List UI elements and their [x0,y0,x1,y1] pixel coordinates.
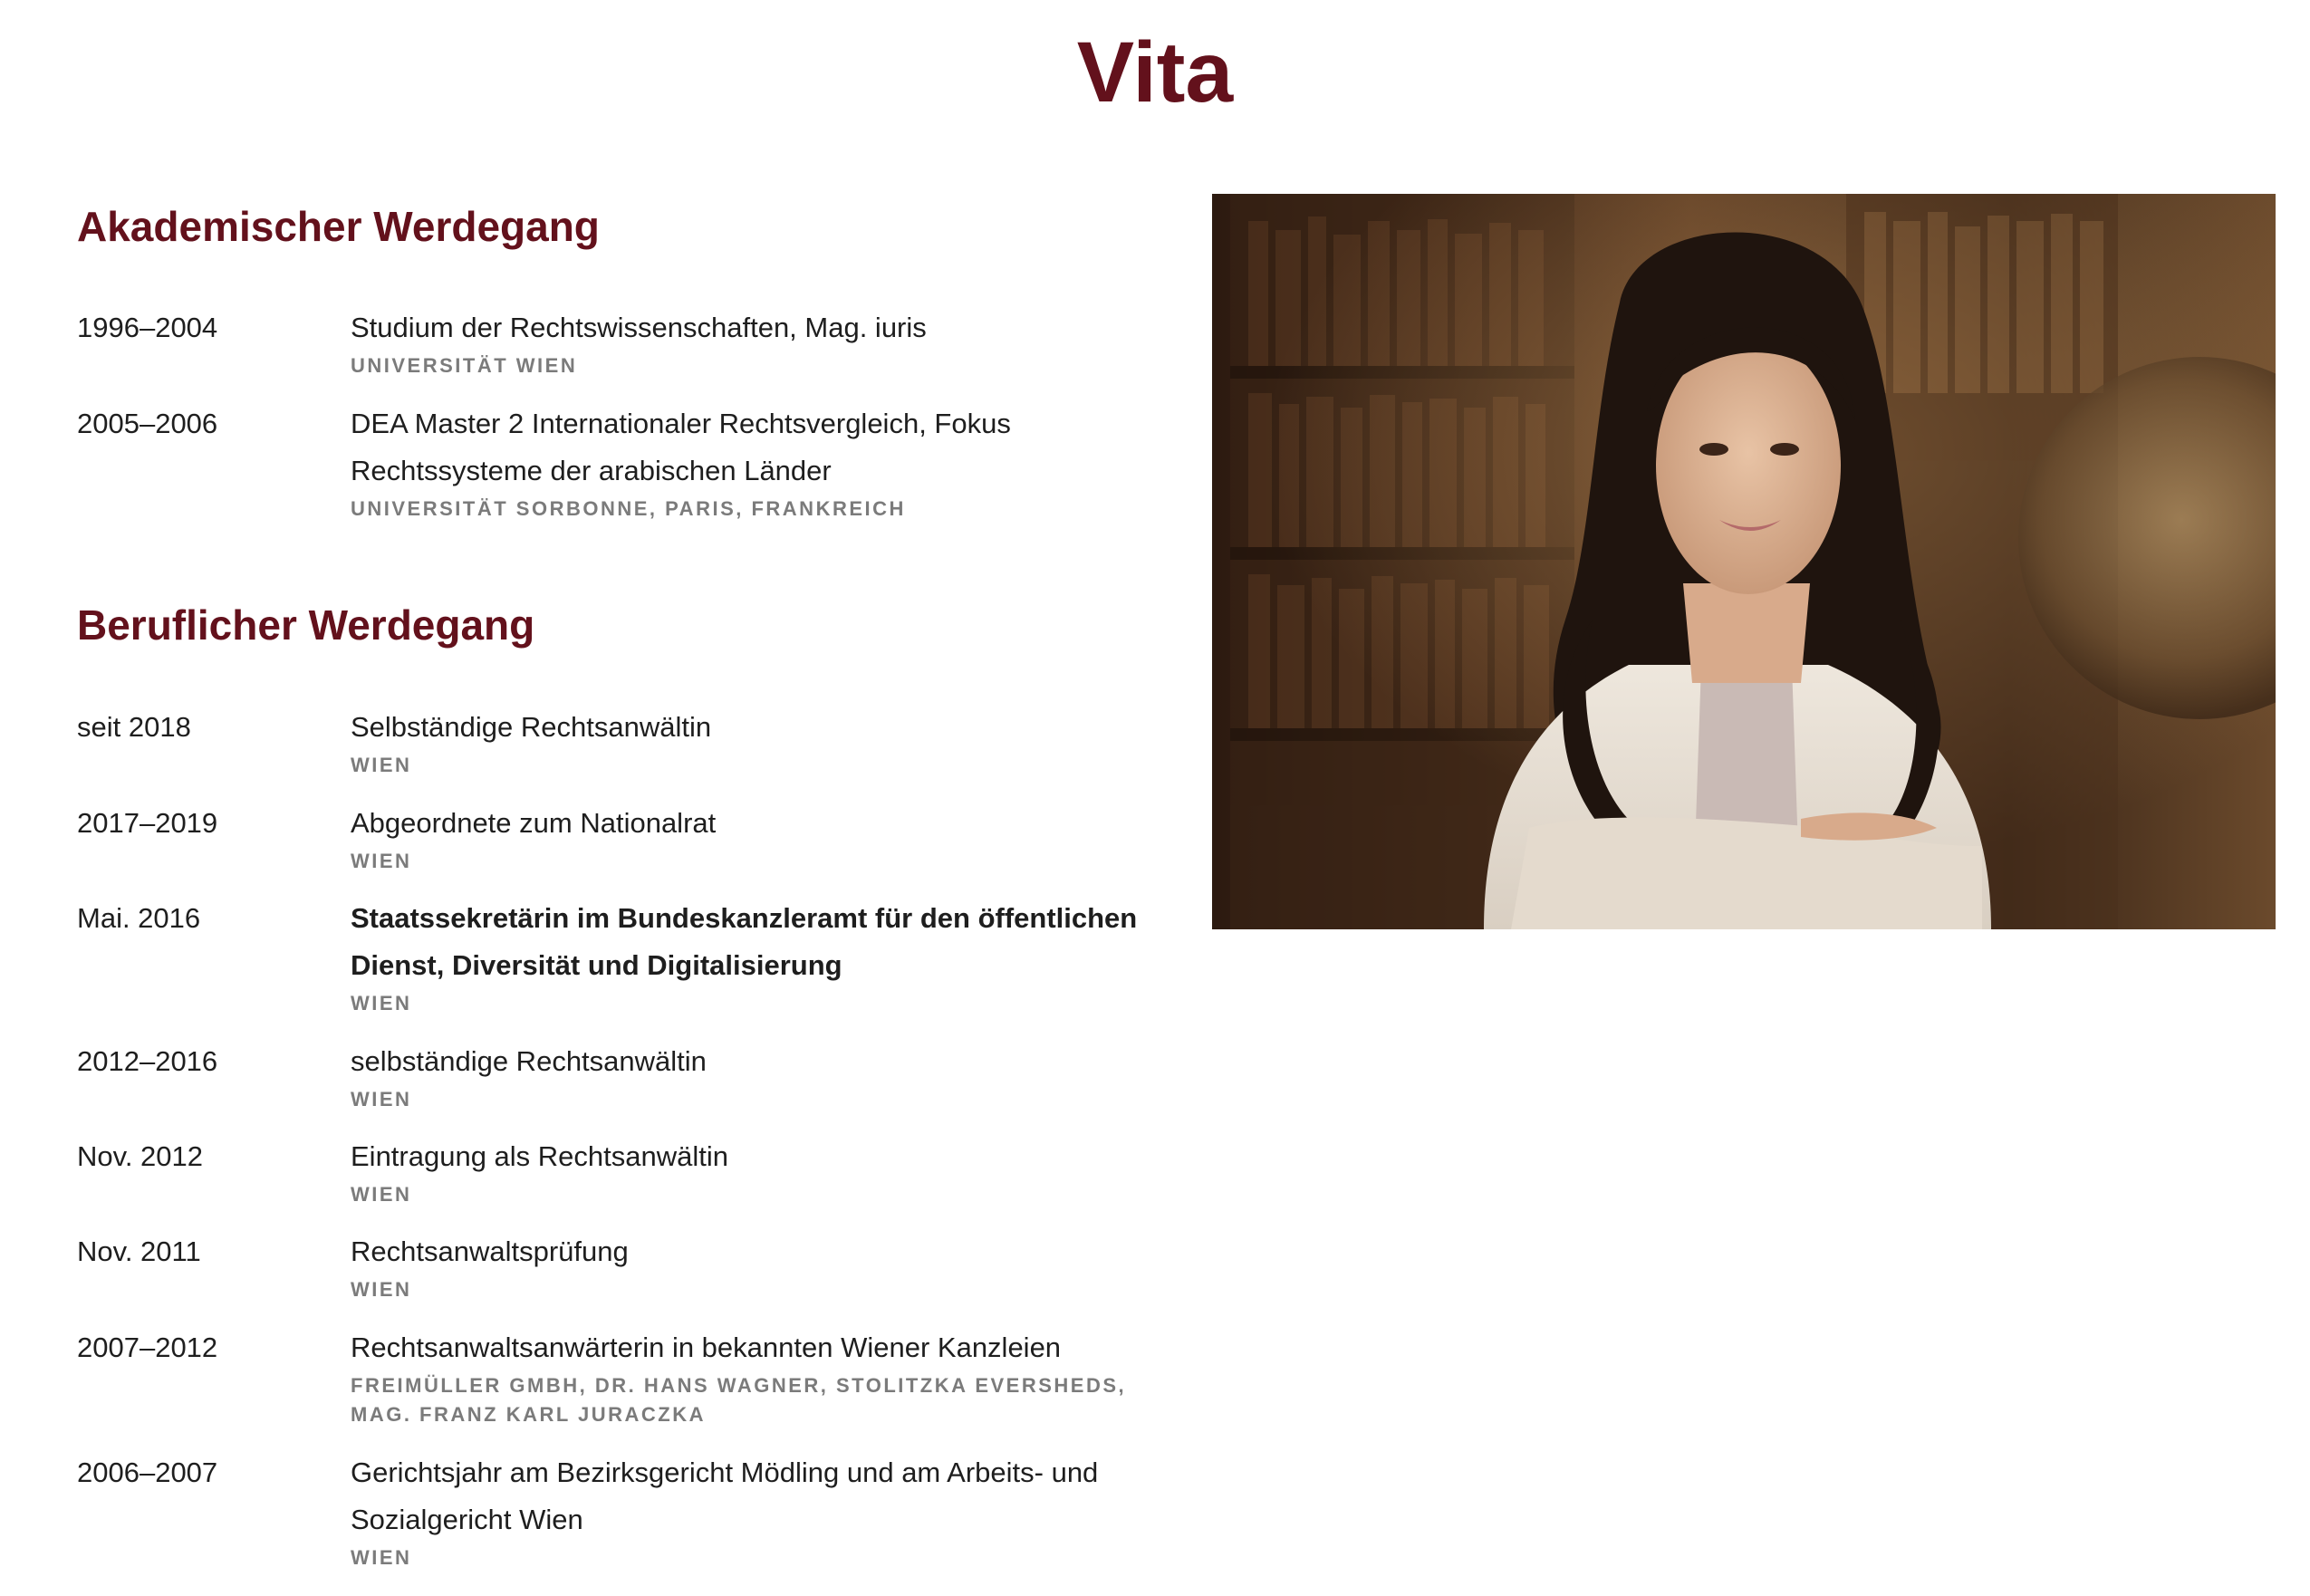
entry-body [351,704,1157,780]
academic-timeline [77,304,1164,524]
entry-date: 2017–2019 [77,807,218,839]
entry-date: 2005–2006 [77,408,218,439]
entry-body [351,800,1157,876]
entry-date: Nov. 2012 [77,1140,204,1172]
portrait-illustration [1212,194,2276,929]
entry-date: 2006–2007 [77,1457,218,1488]
entry-title: Studium der Rechtswissenschaften, Mag. iuris [351,312,927,343]
entry-body [351,1228,1157,1304]
entry-date: Nov. 2011 [77,1235,201,1267]
entry-body [351,304,1157,380]
entry-body [351,1449,1157,1572]
entry-place: WIEN [351,1183,412,1206]
entry-title: Gerichtsjahr am Bezirksgericht Mödling und am Arbeits- und Sozialgericht Wien [351,1457,1099,1535]
timeline-entry [77,895,1164,1038]
timeline-entry [77,1133,1164,1228]
page-title: Vita [1076,24,1234,120]
entry-body [351,400,1157,524]
timeline-entry [77,1038,1164,1133]
entry-body [351,895,1157,1018]
entry-place: WIEN [351,992,412,1014]
timeline-entry [77,1449,1164,1572]
portrait-photo [1212,194,2276,929]
entry-place: FREIMÜLLER GMBH, DR. HANS WAGNER, STOLITZKA EVERSHEDS, MAG. FRANZ KARL JURACZKA [351,1374,1127,1426]
entry-place: WIEN [351,1546,412,1569]
entry-date: 1996–2004 [77,312,218,343]
entry-title: Rechtsanwaltsprüfung [351,1235,629,1267]
entry-title: Selbständige Rechtsanwältin [351,711,712,743]
entry-date: 2012–2016 [77,1045,218,1077]
timeline-entry [77,800,1164,895]
entry-body [351,1038,1157,1114]
entry-date: seit 2018 [77,711,191,743]
entry-title: Abgeordnete zum Nationalrat [351,807,717,839]
entry-place: WIEN [351,850,412,872]
entry-title: DEA Master 2 Internationaler Rechtsvergleich, Fokus Rechtssysteme der arabischen Länder [351,408,1011,486]
timeline-entry [77,400,1164,524]
entry-body [351,1324,1157,1429]
timeline-entry [77,304,1164,400]
academic-heading: Akademischer Werdegang [77,203,600,250]
entry-place: WIEN [351,1278,412,1301]
timeline-entry [77,1228,1164,1324]
entry-title: Staatssekretärin im Bundeskanzleramt für den öffentlichen Dienst, Diversität und Digitalisierung [351,902,1138,981]
entry-title: selbständige Rechtsanwältin [351,1045,707,1077]
entry-place: WIEN [351,754,412,776]
entry-title: Eintragung als Rechtsanwältin [351,1140,729,1172]
professional-heading: Beruflicher Werdegang [77,601,535,649]
entry-place: UNIVERSITÄT SORBONNE, PARIS, FRANKREICH [351,497,906,520]
entry-place: UNIVERSITÄT WIEN [351,354,578,377]
timeline-entry [77,704,1164,800]
entry-date: Mai. 2016 [77,902,201,934]
entry-date: 2007–2012 [77,1332,218,1363]
entry-body [351,1133,1157,1209]
professional-timeline [77,704,1164,1572]
timeline-entry [77,1324,1164,1449]
entry-title: Rechtsanwaltsanwärterin in bekannten Wiener Kanzleien [351,1332,1062,1363]
entry-place: WIEN [351,1088,412,1110]
